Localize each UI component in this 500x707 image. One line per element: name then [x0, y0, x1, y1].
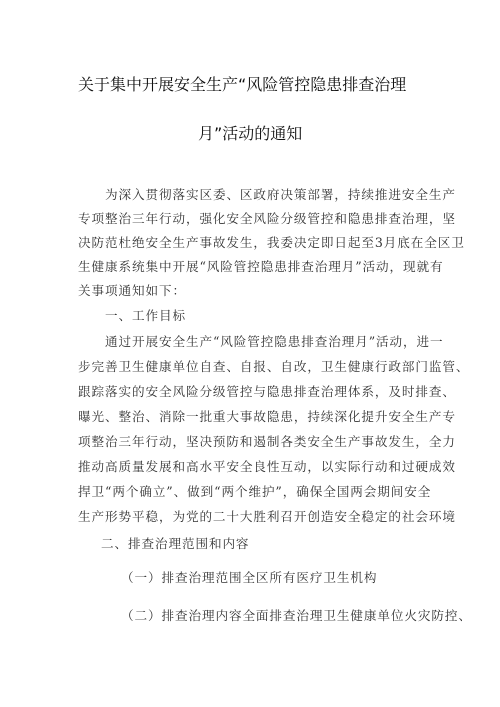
paragraph-line-8: 跟踪落实的安全风险分级管控与隐患排查治理体系，及时排查、 [78, 384, 456, 399]
paragraph-line-1: 为深入贯彻落实区委、区政府决策部署，持续推进安全生产 [105, 187, 456, 202]
paragraph-line-11: 推动高质量发展和高水平安全良性互动，以实际行动和过硬成效 [78, 459, 456, 474]
paragraph-line-6: 通过开展安全生产“风险管控隐患排查治理月”活动，进一 [105, 334, 444, 349]
paragraph-line-3: 决防范杜绝安全生产事故发生，我委决定即日起至3月底在全区卫 [78, 235, 465, 250]
paragraph-line-7: 步完善卫生健康单位自查、自报、自改，卫生健康行政部门监管、 [78, 359, 470, 374]
subsection-line-1: （一）排查治理范围全区所有医疗卫生机构 [121, 570, 378, 585]
paragraph-line-12: 捍卫“两个确立”、做到“两个维护”，确保全国两会期间安全 [78, 484, 432, 499]
section-heading-2: 二、排查治理范围和内容 [101, 536, 250, 551]
paragraph-line-9: 曝光、整治、消除一批重大事故隐患，持续深化提升安全生产专 [78, 409, 456, 424]
paragraph-line-10: 项整治三年行动，坚决预防和遏制各类安全生产事故发生，全力 [78, 434, 456, 449]
paragraph-line-13: 生产形势平稳，为党的二十大胜利召开创造安全稳定的社会环境 [78, 509, 456, 524]
document-title-line-2: 月”活动的通知 [198, 124, 303, 143]
paragraph-line-4: 生健康系统集中开展“风险管控隐患排查治理月”活动，现就有 [78, 259, 444, 274]
section-heading-1: 一、工作目标 [105, 308, 186, 323]
paragraph-line-2: 专项整治三年行动，强化安全风险分级管控和隐患排查治理，坚 [78, 211, 456, 226]
paragraph-line-5: 关事项通知如下： [78, 283, 186, 298]
subsection-line-2: （二）排查治理内容全面排查治理卫生健康单位火灾防控、 [121, 608, 472, 623]
document-title-line-1: 关于集中开展安全生产“风险管控隐患排查治理 [78, 75, 407, 94]
